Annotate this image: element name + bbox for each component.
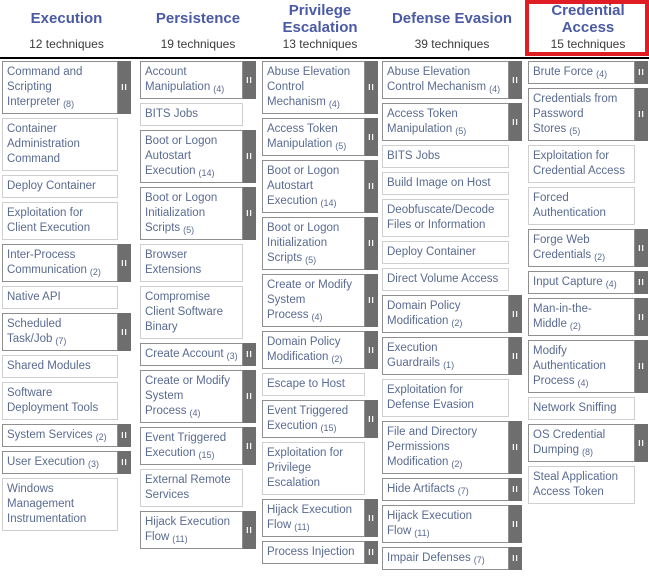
technique-label: Create or Modify System Process <box>267 279 353 321</box>
technique-cell[interactable] <box>262 160 378 213</box>
technique-cell[interactable] <box>2 118 131 171</box>
technique-label: OS Credential Dumping <box>533 429 606 456</box>
subtechniques-handle-icon[interactable]: II <box>365 61 378 114</box>
tactic-header-privilege-escalation[interactable] <box>262 0 378 55</box>
technique-cell[interactable] <box>140 370 256 423</box>
technique-label-wrap <box>262 442 365 495</box>
technique-label: Input Capture <box>533 276 603 288</box>
technique-label: Container Administration Command <box>7 123 80 165</box>
subtechniques-handle-icon[interactable]: II <box>365 274 378 327</box>
subtechnique-count: (15) <box>198 450 215 460</box>
technique-label-wrap <box>528 271 635 294</box>
subtechniques-handle-icon[interactable]: II <box>118 313 131 351</box>
technique-cell[interactable] <box>382 379 522 417</box>
technique-label: Account Manipulation <box>145 66 211 93</box>
technique-label-wrap <box>528 424 635 462</box>
technique-label: Hide Artifacts <box>387 483 455 495</box>
technique-cell[interactable] <box>262 541 378 564</box>
technique-cell[interactable] <box>382 172 522 195</box>
technique-label: Command and Scripting Interpreter <box>7 66 83 108</box>
technique-label-wrap <box>140 286 243 339</box>
technique-cell[interactable] <box>262 274 378 327</box>
technique-label-wrap <box>262 541 365 564</box>
technique-label: Execution Guardrails <box>387 342 441 369</box>
tactic-column-credential-access <box>528 61 648 508</box>
subtechnique-count: (11) <box>414 528 430 538</box>
technique-label-wrap <box>2 451 118 474</box>
subtechniques-handle-icon[interactable]: II <box>118 244 131 282</box>
technique-label: Scheduled Task/Job <box>7 318 62 345</box>
tactic-technique-count: 13 techniques <box>282 37 358 51</box>
subtechniques-handle-icon[interactable]: II <box>509 421 522 474</box>
subtechnique-count: (14) <box>198 168 215 178</box>
technique-label: Access Token Manipulation <box>387 108 458 135</box>
tactic-technique-count: 39 techniques <box>414 37 490 51</box>
subtechniques-handle-icon[interactable]: II <box>365 499 378 537</box>
technique-label-wrap <box>2 61 118 114</box>
subtechniques-handle-icon[interactable]: II <box>243 343 256 366</box>
technique-cell[interactable] <box>382 145 522 168</box>
technique-label-wrap <box>140 370 243 423</box>
technique-cell[interactable] <box>140 103 256 126</box>
technique-label-wrap <box>528 298 635 336</box>
technique-label-wrap <box>2 424 118 447</box>
technique-label-wrap <box>2 355 118 378</box>
subtechnique-count: (4) <box>577 378 589 388</box>
technique-cell[interactable] <box>382 547 522 570</box>
subtechnique-count: (15) <box>320 423 337 433</box>
subtechniques-handle-icon[interactable]: II <box>243 511 256 549</box>
technique-cell[interactable] <box>2 313 131 351</box>
technique-label-wrap <box>140 469 243 507</box>
subtechniques-handle-icon[interactable]: II <box>635 298 648 336</box>
subtechnique-count: (2) <box>569 321 581 331</box>
technique-cell[interactable] <box>528 229 648 267</box>
technique-label-wrap <box>528 88 635 141</box>
technique-cell[interactable] <box>528 271 648 294</box>
technique-label-wrap <box>140 130 243 183</box>
subtechniques-handle-icon[interactable]: II <box>635 229 648 267</box>
technique-cell[interactable] <box>382 199 522 237</box>
technique-label-wrap <box>528 145 635 183</box>
subtechniques-handle-icon[interactable]: II <box>635 88 648 141</box>
technique-cell[interactable] <box>2 175 131 198</box>
technique-label-wrap <box>528 229 635 267</box>
technique-label-wrap <box>262 61 365 114</box>
technique-label-wrap <box>382 145 509 168</box>
technique-label: Build Image on Host <box>387 177 491 189</box>
technique-cell[interactable] <box>382 421 522 474</box>
technique-label: BITS Jobs <box>387 150 441 162</box>
subtechniques-handle-icon[interactable]: II <box>365 217 378 270</box>
technique-cell[interactable] <box>382 505 522 543</box>
technique-label: System Services <box>7 429 93 441</box>
subtechniques-handle-icon[interactable]: II <box>118 424 131 447</box>
technique-cell[interactable] <box>2 61 131 114</box>
subtechniques-handle-icon[interactable]: II <box>635 424 648 462</box>
technique-label: BITS Jobs <box>145 108 199 120</box>
subtechniques-handle-icon[interactable]: II <box>635 61 648 84</box>
technique-label-wrap <box>528 397 635 420</box>
subtechnique-count: (3) <box>226 351 238 361</box>
technique-label: Inter-Process Communication <box>7 249 87 276</box>
technique-label: Boot or Logon Autostart Execution <box>145 135 218 177</box>
technique-cell[interactable] <box>382 61 522 99</box>
technique-label-wrap <box>140 61 243 99</box>
technique-label-wrap <box>262 400 365 438</box>
technique-cell[interactable] <box>262 217 378 270</box>
technique-label: Boot or Logon Initialization Scripts <box>145 192 218 234</box>
subtechniques-handle-icon[interactable]: II <box>243 130 256 183</box>
technique-label: Brute Force <box>533 66 594 78</box>
technique-cell[interactable] <box>382 295 522 333</box>
tactic-column-persistence <box>140 61 256 553</box>
technique-cell[interactable] <box>528 187 648 225</box>
tactic-column-defense-evasion <box>382 61 522 574</box>
technique-cell[interactable] <box>262 400 378 438</box>
technique-label: Deobfuscate/Decode Files or Information <box>387 204 495 231</box>
technique-label-wrap <box>262 331 365 369</box>
technique-label: Exploitation for Client Execution <box>7 207 91 234</box>
subtechniques-handle-icon[interactable]: II <box>509 295 522 333</box>
technique-cell[interactable] <box>140 61 256 99</box>
technique-label-wrap <box>262 499 365 537</box>
technique-label: Forge Web Credentials <box>533 234 592 261</box>
subtechnique-count: (8) <box>582 447 594 457</box>
subtechniques-handle-icon[interactable]: II <box>509 478 522 501</box>
technique-label-wrap <box>2 118 118 171</box>
technique-label: Escape to Host <box>267 378 345 390</box>
technique-cell[interactable] <box>528 397 648 420</box>
technique-label: Domain Policy Modification <box>387 300 461 327</box>
subtechnique-count: (4) <box>189 408 201 418</box>
technique-label: Create or Modify System Process <box>145 375 231 417</box>
header-divider-line <box>0 57 649 59</box>
technique-label-wrap <box>382 103 509 141</box>
technique-label-wrap <box>382 505 509 543</box>
technique-label: Forced Authentication <box>533 192 606 219</box>
subtechniques-handle-icon[interactable]: II <box>635 340 648 393</box>
technique-label: Event Triggered Execution <box>145 432 227 459</box>
technique-label-wrap <box>2 286 118 309</box>
subtechniques-handle-icon[interactable]: II <box>365 541 378 564</box>
technique-label-wrap <box>2 175 118 198</box>
technique-label: Impair Defenses <box>387 552 471 564</box>
subtechnique-count: (5) <box>305 255 317 265</box>
technique-label: Browser Extensions <box>145 249 202 276</box>
technique-cell[interactable] <box>262 373 378 396</box>
technique-label-wrap <box>382 478 509 501</box>
technique-cell[interactable] <box>382 478 522 501</box>
technique-cell[interactable] <box>382 241 522 264</box>
subtechniques-handle-icon[interactable]: II <box>509 103 522 141</box>
technique-label: Steal Application Access Token <box>533 471 619 498</box>
technique-cell[interactable] <box>2 355 131 378</box>
technique-label-wrap <box>528 466 635 504</box>
technique-cell[interactable] <box>528 466 648 504</box>
technique-label: Software Deployment Tools <box>7 387 99 414</box>
technique-cell[interactable] <box>528 61 648 84</box>
technique-label-wrap <box>382 268 509 291</box>
subtechnique-count: (11) <box>172 534 188 544</box>
subtechniques-handle-icon[interactable]: II <box>509 547 522 570</box>
technique-cell[interactable] <box>140 130 256 183</box>
technique-label: Hijack Execution Flow <box>387 510 473 537</box>
subtechnique-count: (4) <box>311 312 323 322</box>
tactic-header-credential-access[interactable] <box>528 0 648 55</box>
technique-cell[interactable] <box>2 244 131 282</box>
technique-label: Process Injection <box>267 546 355 558</box>
technique-label: Deploy Container <box>387 246 476 258</box>
technique-label: Native API <box>7 291 61 303</box>
technique-label: External Remote Services <box>145 474 231 501</box>
technique-label: Event Triggered Execution <box>267 405 349 432</box>
technique-label-wrap <box>382 172 509 195</box>
technique-label-wrap <box>262 217 365 270</box>
technique-label: Exploitation for Credential Access <box>533 150 626 177</box>
tactic-technique-count: 12 techniques <box>29 37 104 51</box>
subtechniques-handle-icon[interactable]: II <box>365 400 378 438</box>
tactic-title: Credential Access <box>551 1 625 36</box>
tactic-title: Persistence <box>155 10 241 27</box>
technique-cell[interactable] <box>262 442 378 495</box>
technique-label-wrap <box>382 379 509 417</box>
technique-label: Access Token Manipulation <box>267 123 338 150</box>
technique-label: Abuse Elevation Control Mechanism <box>387 66 487 93</box>
technique-label: Windows Management Instrumentation <box>7 483 87 525</box>
subtechnique-count: (4) <box>213 84 225 94</box>
technique-label-wrap <box>2 313 118 351</box>
technique-label-wrap <box>2 202 118 240</box>
subtechniques-handle-icon[interactable]: II <box>509 505 522 543</box>
subtechnique-count: (4) <box>596 69 608 79</box>
technique-label: Exploitation for Defense Evasion <box>387 384 474 411</box>
technique-label-wrap <box>528 61 635 84</box>
subtechniques-handle-icon[interactable]: II <box>365 160 378 213</box>
technique-label: Network Sniffing <box>533 402 617 414</box>
technique-label: Deploy Container <box>7 180 96 192</box>
technique-label-wrap <box>382 421 509 474</box>
technique-label-wrap <box>140 187 243 240</box>
subtechniques-handle-icon[interactable]: II <box>118 451 131 474</box>
technique-cell[interactable] <box>528 88 648 141</box>
tactic-header-defense-evasion[interactable] <box>382 0 522 55</box>
subtechnique-count: (1) <box>443 360 455 370</box>
technique-cell[interactable] <box>2 478 131 531</box>
subtechniques-handle-icon[interactable]: II <box>243 187 256 240</box>
tactic-column-privilege-escalation <box>262 61 378 568</box>
technique-label: Modify Authentication Process <box>533 345 606 387</box>
subtechnique-count: (2) <box>89 267 101 277</box>
technique-label-wrap <box>140 343 243 366</box>
technique-cell[interactable] <box>262 118 378 156</box>
technique-cell[interactable] <box>140 244 256 282</box>
technique-label: Abuse Elevation Control Mechanism <box>267 66 351 108</box>
technique-label-wrap <box>528 187 635 225</box>
technique-cell[interactable] <box>262 331 378 369</box>
tactic-technique-count: 15 techniques <box>550 37 626 51</box>
technique-label: Credentials from Password Stores <box>533 93 618 135</box>
technique-label: Boot or Logon Initialization Scripts <box>267 222 340 264</box>
subtechnique-count: (7) <box>457 486 469 496</box>
technique-cell[interactable] <box>382 103 522 141</box>
technique-cell[interactable] <box>528 340 648 393</box>
subtechniques-handle-icon[interactable]: II <box>365 331 378 369</box>
technique-label-wrap <box>382 241 509 264</box>
technique-cell[interactable] <box>2 202 131 240</box>
technique-label-wrap <box>2 478 118 531</box>
subtechnique-count: (2) <box>594 252 606 262</box>
subtechnique-count: (5) <box>335 141 347 151</box>
technique-cell[interactable] <box>528 424 648 462</box>
technique-label: Create Account <box>145 348 224 360</box>
technique-label-wrap <box>262 274 365 327</box>
subtechniques-handle-icon[interactable]: II <box>118 61 131 114</box>
subtechnique-count: (5) <box>569 126 581 136</box>
technique-label-wrap <box>140 511 243 549</box>
technique-label-wrap <box>382 61 509 99</box>
subtechnique-count: (4) <box>605 279 617 289</box>
subtechnique-count: (2) <box>95 432 107 442</box>
technique-cell[interactable] <box>140 511 256 549</box>
technique-label: Direct Volume Access <box>387 273 499 285</box>
subtechnique-count: (8) <box>63 99 75 109</box>
technique-cell[interactable] <box>528 145 648 183</box>
subtechnique-count: (2) <box>331 354 343 364</box>
subtechnique-count: (2) <box>451 459 463 469</box>
subtechnique-count: (2) <box>451 318 463 328</box>
technique-label: Boot or Logon Autostart Execution <box>267 165 340 207</box>
technique-label: Shared Modules <box>7 360 91 372</box>
subtechniques-handle-icon[interactable]: II <box>365 118 378 156</box>
technique-cell[interactable] <box>2 451 131 474</box>
subtechnique-count: (7) <box>473 555 485 565</box>
subtechniques-handle-icon[interactable]: II <box>243 427 256 465</box>
technique-cell[interactable] <box>140 343 256 366</box>
technique-label: User Execution <box>7 456 85 468</box>
tactic-title: Execution <box>30 10 103 27</box>
technique-cell[interactable] <box>382 268 522 291</box>
subtechniques-handle-icon[interactable]: II <box>243 61 256 99</box>
technique-label: Man-in-the-Middle <box>533 303 592 330</box>
technique-cell[interactable] <box>140 469 256 507</box>
technique-label-wrap <box>382 199 509 237</box>
subtechniques-handle-icon[interactable]: II <box>243 370 256 423</box>
subtechnique-count: (3) <box>87 459 99 469</box>
subtechniques-handle-icon[interactable]: II <box>509 61 522 99</box>
technique-label-wrap <box>2 382 118 420</box>
subtechnique-count: (14) <box>320 198 337 208</box>
technique-cell[interactable] <box>262 499 378 537</box>
technique-label-wrap <box>140 103 243 126</box>
technique-label-wrap <box>262 160 365 213</box>
technique-cell[interactable] <box>528 298 648 336</box>
subtechnique-count: (11) <box>294 522 310 532</box>
tactic-header-execution[interactable] <box>2 0 131 55</box>
technique-label: Domain Policy Modification <box>267 336 341 363</box>
technique-label: Hijack Execution Flow <box>267 504 353 531</box>
technique-label: Exploitation for Privilege Escalation <box>267 447 344 489</box>
tactic-title: Defense Evasion <box>391 10 513 27</box>
technique-label-wrap <box>382 547 509 570</box>
technique-label: File and Directory Permissions Modification <box>387 426 478 468</box>
subtechniques-handle-icon[interactable]: II <box>635 271 648 294</box>
technique-label-wrap <box>140 244 243 282</box>
technique-label-wrap <box>262 118 365 156</box>
tactic-column-execution <box>2 61 131 535</box>
tactic-header-persistence[interactable] <box>140 0 256 55</box>
technique-cell[interactable] <box>140 427 256 465</box>
subtechnique-count: (5) <box>455 126 467 136</box>
technique-label-wrap <box>140 427 243 465</box>
tactic-title: Privilege Escalation <box>282 1 358 36</box>
subtechnique-count: (4) <box>489 84 501 94</box>
technique-cell[interactable] <box>262 61 378 114</box>
subtechnique-count: (7) <box>55 336 67 346</box>
subtechniques-handle-icon[interactable]: II <box>509 337 522 375</box>
technique-cell[interactable] <box>140 286 256 339</box>
technique-label: Hijack Execution Flow <box>145 516 231 543</box>
subtechnique-count: (5) <box>183 225 195 235</box>
technique-cell[interactable] <box>382 337 522 375</box>
technique-label-wrap <box>2 244 118 282</box>
technique-cell[interactable] <box>2 382 131 420</box>
technique-label-wrap <box>528 340 635 393</box>
technique-label-wrap <box>262 373 365 396</box>
technique-cell[interactable] <box>140 187 256 240</box>
tactic-technique-count: 19 techniques <box>160 37 236 51</box>
technique-label-wrap <box>382 295 509 333</box>
technique-label: Compromise Client Software Binary <box>145 291 223 333</box>
technique-cell[interactable] <box>2 286 131 309</box>
technique-cell[interactable] <box>2 424 131 447</box>
technique-label-wrap <box>382 337 509 375</box>
subtechnique-count: (4) <box>328 99 340 109</box>
